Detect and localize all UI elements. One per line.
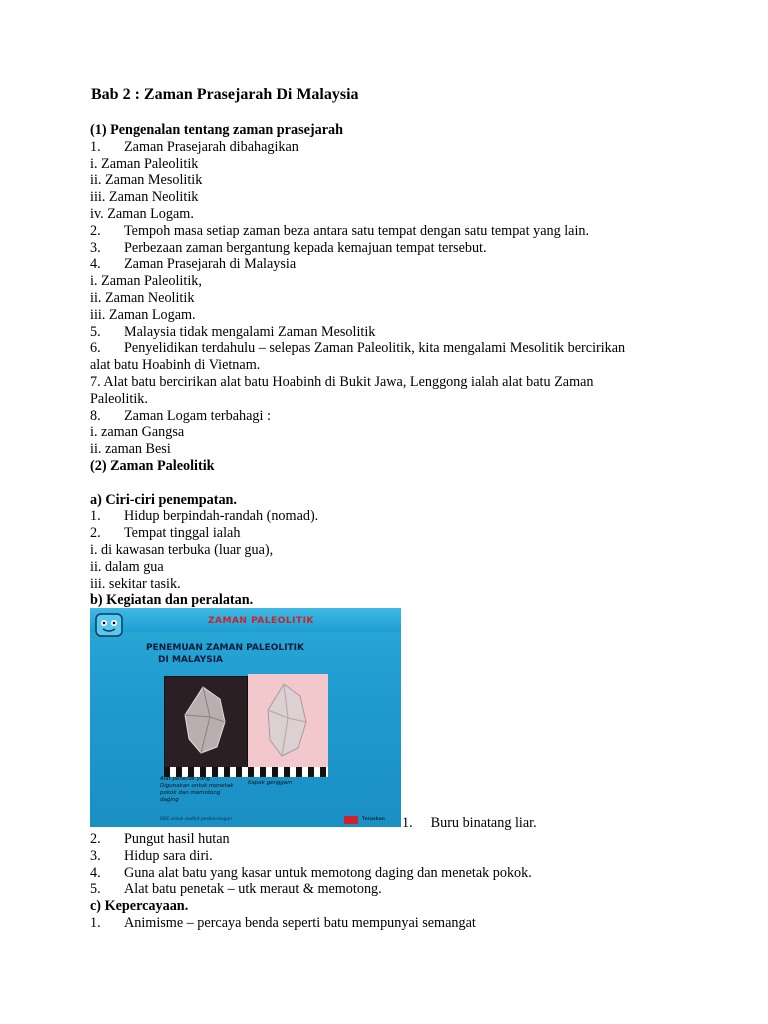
text-line: [90, 408, 271, 425]
text-line: [90, 223, 589, 240]
caption-hand-axe: Kapak genggam: [248, 780, 293, 786]
text-line: i. Zaman Paleolitik,: [90, 273, 202, 290]
item-number: 1.: [90, 508, 101, 525]
item-text: Pungut hasil hutan: [124, 831, 230, 847]
text-line: iii. Zaman Logam.: [90, 306, 196, 323]
text-line: ii. Zaman Mesolitik: [90, 172, 203, 189]
text-line: iv. Zaman Logam.: [90, 206, 194, 222]
hand-axe-photo: [248, 674, 328, 768]
text-line: Paleolitik.: [90, 390, 148, 407]
item-number: 1.: [402, 815, 413, 831]
text-line: alat batu Hoabinh di Vietnam.: [90, 357, 261, 374]
item-text: Zaman Logam terbahagi :: [124, 407, 271, 424]
slide-heading: [146, 642, 304, 666]
text-line: i. Zaman Paleolitik: [90, 155, 199, 172]
item-number: 2.: [90, 525, 101, 542]
caption-chopper: Alat penetak yang Digunakan untuk menetak pokok dan memotong daging: [160, 776, 234, 803]
side-list-item: [402, 815, 537, 832]
item-number: 3.: [90, 847, 101, 864]
text-line: 7. Alat batu bercirikan alat batu Hoabinh di Bukit Jawa, Lenggong ialah alat batu Zaman: [90, 374, 594, 390]
item-text: Malaysia tidak mengalami Zaman Mesolitik: [124, 323, 376, 340]
item-text: Alat batu penetak – utk meraut & memotong.: [124, 881, 382, 898]
text-line: ii. zaman Besi: [90, 441, 171, 458]
text-line: [90, 256, 296, 273]
slide-heading-line2: DI MALAYSIA: [158, 655, 224, 665]
smiley-monitor-icon: [94, 612, 126, 642]
section-heading: c) Kepercayaan.: [90, 898, 189, 915]
item-text: Buru binatang liar.: [430, 815, 537, 831]
text-line: [90, 881, 382, 898]
item-number: 4.: [90, 256, 101, 273]
item-number: 1.: [90, 138, 101, 155]
slide-title: ZAMAN PALEOLITIK: [208, 616, 314, 626]
text-line: [90, 865, 532, 882]
text-line: [90, 525, 240, 542]
text-line: i. zaman Gangsa: [90, 424, 185, 441]
chapter-title: Bab 2 : Zaman Prasejarah Di Malaysia: [91, 86, 359, 103]
text-line: ii. dalam gua: [90, 558, 164, 575]
text-line: ii. Zaman Neolitik: [90, 290, 195, 306]
item-number: 5.: [90, 881, 101, 898]
item-number: 5.: [90, 323, 101, 340]
text-line: [90, 324, 375, 341]
slide-footer: [90, 814, 401, 827]
item-number: 2.: [90, 222, 101, 239]
section-heading: (1) Pengenalan tentang zaman prasejarah: [90, 122, 343, 138]
slide-footer-note: KBS untuk sedikit perbincangan: [160, 817, 232, 822]
text-line: [90, 848, 213, 865]
item-text: Guna alat batu yang kasar untuk memotong daging dan menetak pokok.: [124, 864, 532, 881]
text-line: [90, 831, 230, 848]
item-text: Hidup berpindah-randah (nomad).: [124, 508, 319, 525]
item-number: 8.: [90, 407, 101, 424]
item-text: Animisme – percaya benda seperti batu mempunyai semangat: [124, 915, 476, 931]
item-text: Perbezaan zaman bergantung kepada kemajuan tempat tersebut.: [124, 239, 487, 256]
item-number: 6.: [90, 340, 101, 357]
text-line: iii. Zaman Neolitik: [90, 189, 199, 206]
text-line: [90, 139, 299, 156]
next-arrow-icon: [344, 816, 358, 824]
text-line: [90, 915, 476, 932]
text-line: [90, 240, 487, 257]
section-heading: (2) Zaman Paleolitik: [90, 458, 215, 474]
text-line: [90, 340, 625, 357]
item-text: Tempoh masa setiap zaman beza antara satu tempat dengan satu tempat yang lain.: [124, 222, 590, 239]
item-number: 1.: [90, 915, 101, 931]
item-number: 2.: [90, 831, 101, 847]
text-line: [90, 508, 318, 525]
section-heading: a) Ciri-ciri penempatan.: [90, 491, 237, 508]
item-text: Zaman Prasejarah dibahagikan: [124, 138, 299, 155]
slide-heading-line1: PENEMUAN ZAMAN PALEOLITIK: [146, 643, 304, 653]
section-heading: b) Kegiatan dan peralatan.: [90, 592, 254, 609]
paleolitik-slide-image: [90, 608, 401, 827]
slide-footer-label: Teruskan: [362, 817, 385, 822]
item-text: Tempat tinggal ialah: [124, 525, 241, 542]
stone-chopper-photo: [164, 676, 248, 768]
item-number: 3.: [90, 239, 101, 256]
item-text: Hidup sara diri.: [124, 847, 213, 864]
item-number: 4.: [90, 864, 101, 881]
text-line: i. di kawasan terbuka (luar gua),: [90, 542, 274, 558]
text-line: iii. sekitar tasik.: [90, 575, 181, 592]
item-text: Zaman Prasejarah di Malaysia: [124, 256, 297, 273]
item-text: Penyelidikan terdahulu – selepas Zaman Paleolitik, kita mengalami Mesolitik bercirikan: [124, 340, 626, 357]
